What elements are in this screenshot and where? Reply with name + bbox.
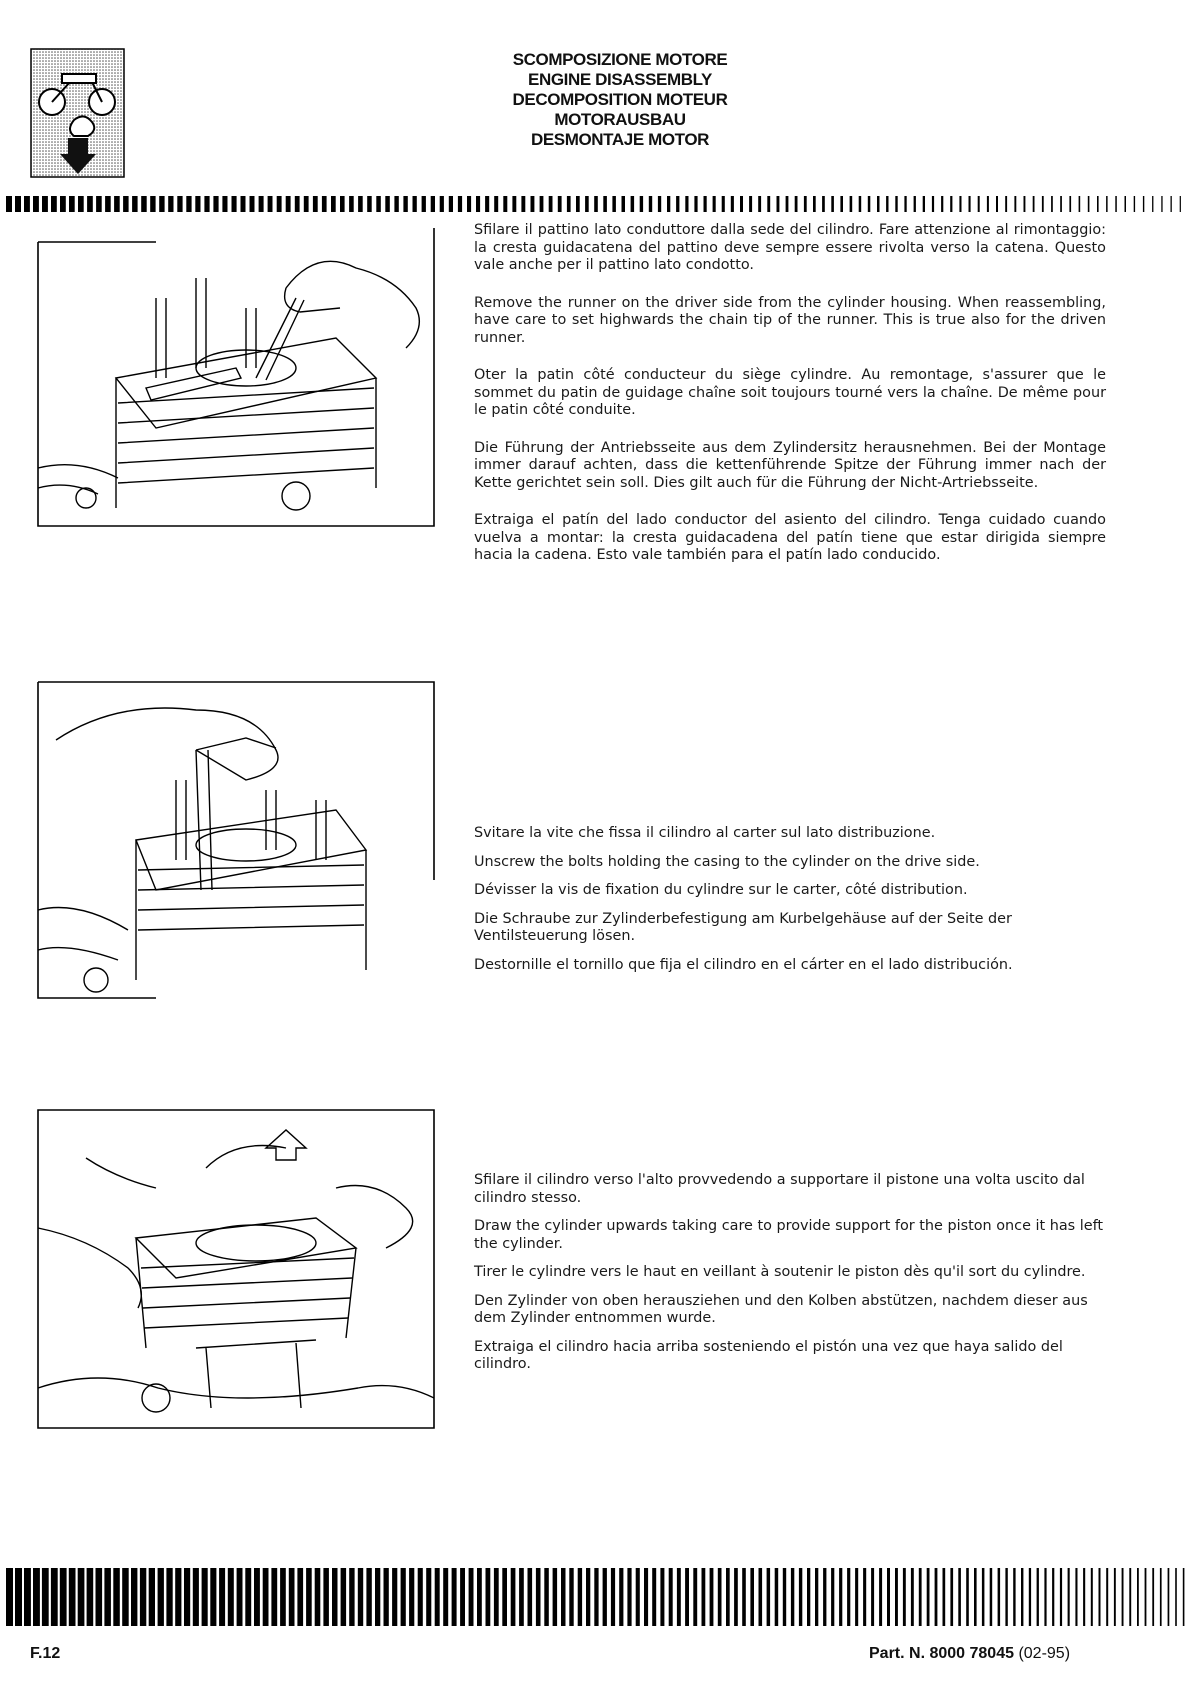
paragraph-english: Draw the cylinder upwards taking care to provide support for the piston once it has left the cylinder.: [474, 1218, 1104, 1252]
paragraph-spanish: Extraiga el cilindro hacia arriba sosteniendo el pistón una vez que haya salido del cilindro.: [474, 1338, 1063, 1372]
paragraph-german: Die Führung der Antriebsseite aus dem Zylindersitz herausnehmen. Bei der Montage immer darauf achten, dass die kettenführende Spitze der Führung immer nach der Kette gerichtet sein soll. Dies gilt auch für die Führung der Nicht-Artriebsseite.: [474, 439, 1106, 491]
up-arrow-icon: [266, 1130, 306, 1160]
section-logo: [30, 48, 125, 178]
paragraph-spanish: Destornille el tornillo que fija el cilindro en el cárter en el lado distribución.: [474, 956, 1013, 973]
paragraph-german: Den Zylinder von oben herausziehen und den Kolben abstützen, nachdem dieser aus dem Zylinder entnommen wurde.: [474, 1292, 1088, 1326]
text-block-cylinder-extraction: [474, 1172, 1106, 1385]
figure-cylinder-bolt: [36, 680, 436, 1000]
figure-runner-removal: [36, 228, 436, 528]
part-number-date: (02-95): [1018, 1645, 1071, 1662]
page-code: F.12: [30, 1645, 61, 1662]
text-block-runner-removal: [474, 222, 1106, 585]
paragraph-english: Unscrew the bolts holding the casing to the cylinder on the drive side.: [474, 853, 980, 870]
title-italian: SCOMPOSIZIONE MOTORE: [512, 50, 728, 69]
paragraph-spanish: Extraiga el patín del lado conductor del asiento del cilindro. Tenga cuidado cuando vuelva a montar: la cresta guidacadena del patín tiene que estar dirigida siempre hacia la cadena. Esto vale también para el patín lado conducido.: [474, 512, 1106, 563]
footer-divider-bar: [0, 1568, 1190, 1626]
header-divider-bar: [0, 196, 1190, 212]
paragraph-french: Tirer le cylindre vers le haut en veillant à soutenir le piston dès qu'il sort du cylindre.: [474, 1264, 1086, 1280]
title-spanish: DESMONTAJE MOTOR: [530, 130, 710, 149]
paragraph-english: Remove the runner on the driver side from the cylinder housing. When reassembling, have care to set highwards the chain tip of the runner. This is true also for the driven runner.: [474, 294, 1106, 346]
part-number-label: Part. N. 8000 78045: [869, 1645, 1014, 1662]
paragraph-french: Dévisser la vis de fixation du cylindre sur le carter, côté distribution.: [474, 882, 968, 898]
title-french: DECOMPOSITION MOTEUR: [512, 90, 728, 109]
figure-cylinder-extraction: [36, 1108, 436, 1430]
title-english: ENGINE DISASSEMBLY: [528, 70, 712, 89]
paragraph-italian: Svitare la vite che fissa il cilindro al carter sul lato distribuzione.: [474, 825, 936, 841]
title-german: MOTORAUSBAU: [554, 110, 686, 129]
paragraph-german: Die Schraube zur Zylinderbefestigung am Kurbelgehäuse auf der Seite der Ventilsteuerung lösen.: [474, 910, 1012, 944]
page-title-block: [440, 50, 800, 150]
paragraph-french: Oter la patin côté conducteur du siège cylindre. Au remontage, s'assurer que le sommet du patin de guidage chaîne soit toujours tourné vers la chaîne. De même pour le patin côté conduite.: [474, 367, 1106, 418]
paragraph-italian: Sfilare il pattino lato conduttore dalla sede del cilindro. Fare attenzione al rimontaggio: la cresta guidacatena del pattino deve sempre essere rivolta verso la catena. Questo vale anche per il pattino lato condotto.: [474, 222, 1106, 273]
text-block-cylinder-bolt: [474, 825, 1106, 985]
part-number: [869, 1645, 1070, 1663]
paragraph-italian: Sfilare il cilindro verso l'alto provvedendo a supportare il pistone una volta uscito dal cilindro stesso.: [474, 1172, 1085, 1206]
